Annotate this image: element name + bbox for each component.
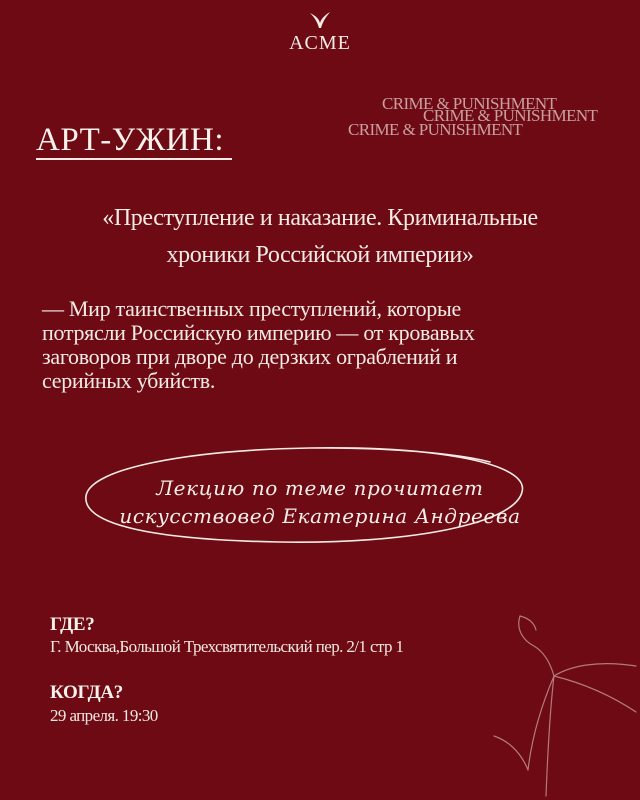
crime-punishment-line: CRIME & PUNISHMENT	[382, 94, 557, 113]
swallow-outline-icon	[470, 600, 640, 800]
brand-name: ACME	[289, 32, 351, 54]
description-line: — Мир таинственных преступлений, которые	[42, 296, 461, 321]
crime-punishment-line: CRIME & PUNISHMENT	[423, 106, 598, 125]
description-line: потрясли Российскую империю — от кровавых	[42, 320, 475, 345]
brand-logo	[0, 10, 640, 55]
event-description	[42, 297, 598, 393]
crime-punishment-line: CRIME & PUNISHMENT	[348, 120, 523, 139]
lecturer-note	[100, 474, 540, 530]
where-label: ГДЕ?	[50, 614, 95, 635]
description-line: заговоров при дворе до дерзких ограблений и	[42, 344, 458, 369]
date-time: 29 апреля. 19:30	[50, 706, 158, 725]
lecture-line: искусствовед Екатерина Андреева	[119, 504, 521, 528]
quote-line: «Преступление и наказание. Криминальные	[102, 205, 538, 231]
event-quote	[40, 200, 600, 274]
when-label: КОГДА?	[50, 682, 123, 703]
address: Г. Москва,Большой Трехсвятительский пер. 2/1 стр 1	[50, 637, 404, 656]
event-title: АРТ-УЖИН:	[36, 122, 224, 158]
swallow-icon	[308, 10, 332, 30]
quote-line: хроники Российской империи»	[166, 242, 474, 268]
title-underline	[36, 158, 232, 160]
lecture-line: Лекцию по теме прочитает	[156, 476, 484, 500]
description-line: серийных убийств.	[42, 368, 216, 393]
